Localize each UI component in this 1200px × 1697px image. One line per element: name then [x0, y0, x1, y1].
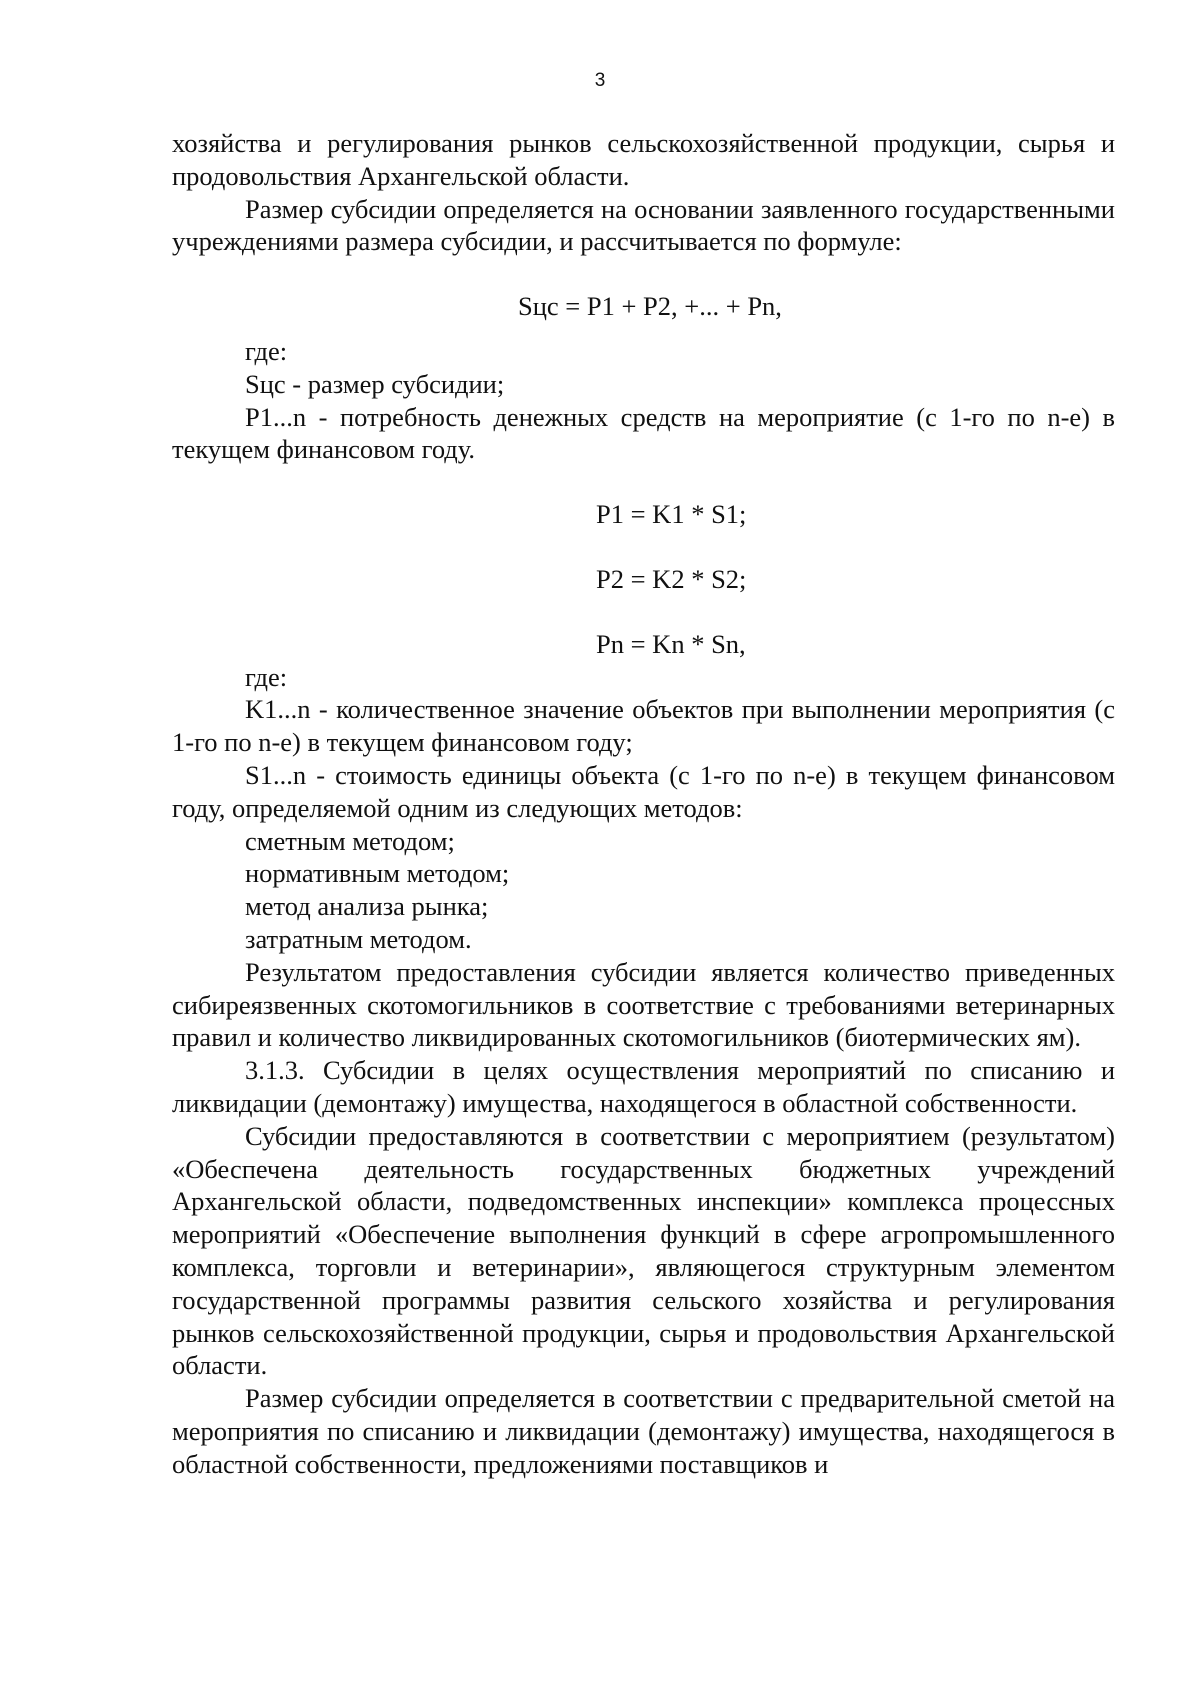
- paragraph-result: Результатом предоставления субсидии является количество приведенных сибиреязвенных скотомогильников в соответствие с требованиями ветеринарных правил и количество ликвидированных скотомогильников (биотермических ям).: [172, 956, 1115, 1053]
- paragraph-subsidies: Субсидии предоставляются в соответствии с мероприятием (результатом) «Обеспечена деятельность государственных бюджетных учреждений Архангельской области, подведомственных инспекции» комплекса процессных мероприятий «Обеспечение выполнения функций в сфере агропромышленного комплекса, торговли и ветеринарии», являющегося структурным элементом государственной программы развития сельского хозяйства и регулирования рынков сельскохозяйственной продукции, сырья и продовольствия Архангельской области.: [172, 1120, 1115, 1381]
- section-3-1-3: 3.1.3. Субсидии в целях осуществления мероприятий по списанию и ликвидации (демонтажу) имущества, находящегося в областной собственности.: [172, 1055, 1115, 1118]
- paragraph-size: Размер субсидии определяется в соответствии с предварительной сметой на мероприятия по списанию и ликвидации (демонтажу) имущества, находящегося в областной собственности, предложениями поставщиков и: [172, 1383, 1115, 1479]
- method-item: затратным методом.: [245, 923, 472, 954]
- paragraph-subsidy-size: Размер субсидии определяется на основании заявленного государственными учреждениями размера субсидии, и рассчитывается по формуле:: [172, 193, 1115, 257]
- definition-s: Sцс - размер субсидии;: [245, 368, 505, 399]
- method-item: сметным методом;: [245, 825, 455, 856]
- definition-s1: S1...n - стоимость единицы объекта (с 1-го по n-е) в текущем финансовом году, определяемой одним из следующих методов:: [172, 759, 1115, 823]
- formula-pn: Pn = Kn * Sn,: [596, 628, 746, 659]
- page-number: 3: [594, 70, 606, 91]
- formula-p1: P1 = K1 * S1;: [596, 499, 747, 530]
- method-item: нормативным методом;: [245, 858, 510, 889]
- formula-p2: P2 = K2 * S2;: [596, 563, 747, 594]
- formula-main: Sцс = P1 + P2, +... + Pn,: [518, 291, 782, 322]
- definition-p: P1...n - потребность денежных средств на мероприятие (с 1-го по n-е) в текущем финансовом году.: [172, 401, 1115, 465]
- document-body: [172, 127, 1115, 1480]
- method-item: метод анализа рынка;: [245, 891, 489, 922]
- paragraph-continuation: хозяйства и регулирования рынков сельскохозяйственной продукции, сырья и продовольствия Архангельской области.: [172, 128, 1115, 191]
- where-label: где:: [245, 661, 288, 692]
- where-label: где:: [245, 335, 288, 366]
- definition-k: K1...n - количественное значение объектов при выполнении мероприятия (с 1-го по n-е) в текущем финансовом году;: [172, 694, 1115, 758]
